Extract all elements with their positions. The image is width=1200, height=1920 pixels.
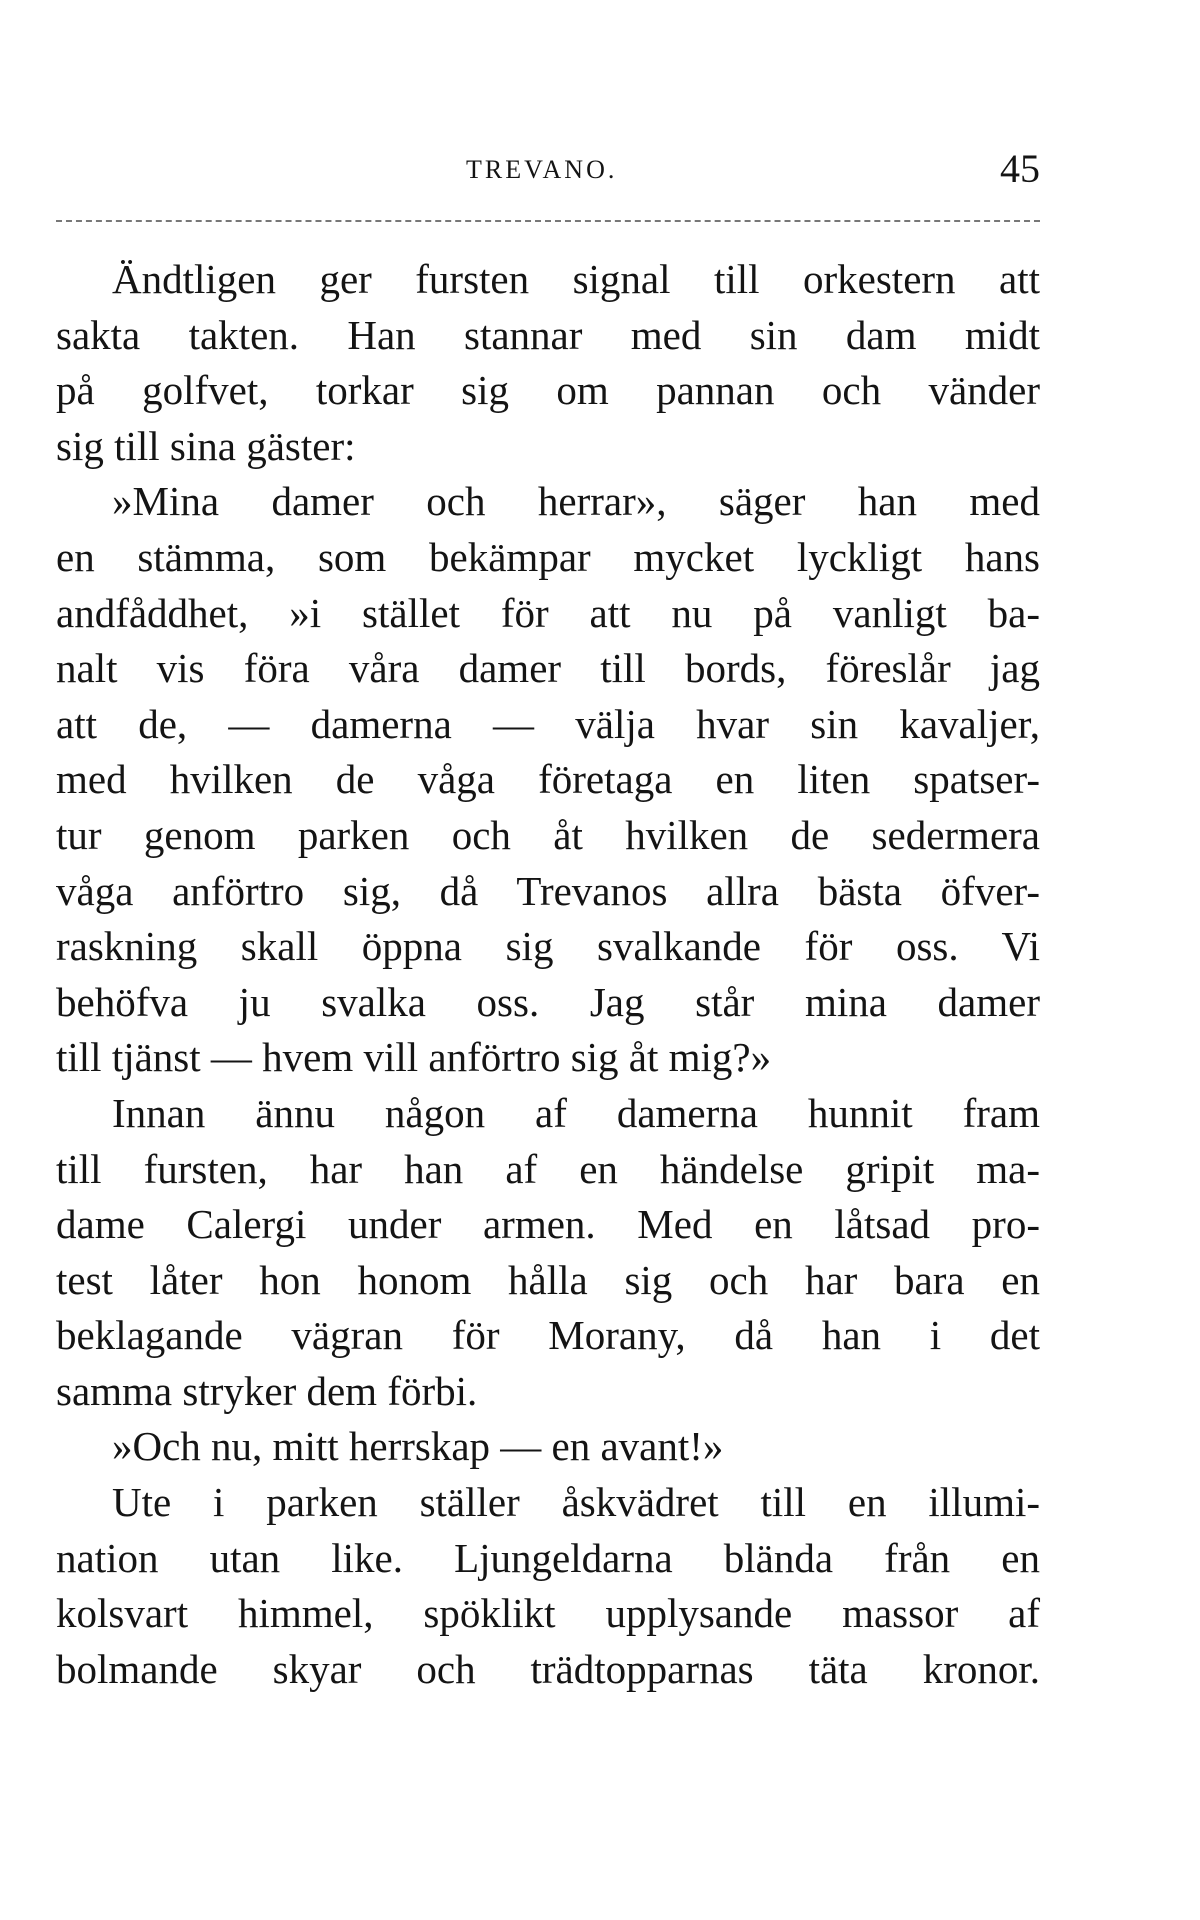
text-line: kolsvart himmel, spöklikt upplysande massor af	[56, 1590, 1040, 1637]
text-line: beklagande vägran för Morany, då han i det	[56, 1312, 1040, 1359]
text-line: dame Calergi under armen. Med en låtsad pro-	[56, 1201, 1040, 1248]
page-number: 45	[1000, 146, 1040, 191]
text-line: nalt vis föra våra damer till bords, föreslår jag	[56, 645, 1040, 692]
text-line: Ändtligen ger fursten signal till orkestern att	[112, 256, 1040, 302]
running-head	[56, 145, 1040, 205]
text-line: tur genom parken och åt hvilken de sedermera	[56, 811, 1040, 858]
text-line: Innan ännu någon af damerna hunnit fram	[112, 1089, 1040, 1136]
running-title: TREVANO.	[466, 155, 618, 184]
text-line: våga anförtro sig, då Trevanos allra bästa öfver-	[56, 867, 1040, 914]
text-line: sakta takten. Han stannar med sin dam midt	[56, 311, 1040, 358]
text-line: sig till sina gäster:	[56, 422, 356, 469]
text-line: test låter hon honom hålla sig och har bara en	[56, 1256, 1040, 1303]
text-line: »Och nu, mitt herrskap — en avant!»	[112, 1423, 724, 1470]
text-line: att de, — damerna — välja hvar sin kavaljer,	[56, 700, 1040, 747]
text-line: till fursten, har han af en händelse gripit ma-	[56, 1145, 1040, 1192]
text-line: på golfvet, torkar sig om pannan och vänder	[56, 367, 1040, 414]
body-text	[56, 252, 1040, 1697]
text-line: behöfva ju svalka oss. Jag står mina damer	[56, 978, 1040, 1025]
header-rule	[56, 220, 1040, 222]
text-line: raskning skall öppna sig svalkande för oss. Vi	[56, 923, 1040, 970]
text-line: »Mina damer och herrar», säger han med	[112, 478, 1040, 525]
text-line: samma stryker dem förbi.	[56, 1367, 478, 1414]
text-line: till tjänst — hvem vill anförtro sig åt mig?»	[56, 1034, 772, 1081]
text-line: bolmande skyar och trädtopparnas täta kronor.	[56, 1645, 1040, 1692]
text-line: med hvilken de våga företaga en liten spatser-	[56, 756, 1040, 803]
text-line: andfåddhet, »i stället för att nu på vanligt ba-	[56, 589, 1040, 636]
text-line: nation utan like. Ljungeldarna blända från en	[56, 1534, 1040, 1581]
text-line: Ute i parken ställer åskvädret till en illumi-	[112, 1479, 1040, 1526]
text-line: en stämma, som bekämpar mycket lyckligt hans	[56, 533, 1040, 580]
